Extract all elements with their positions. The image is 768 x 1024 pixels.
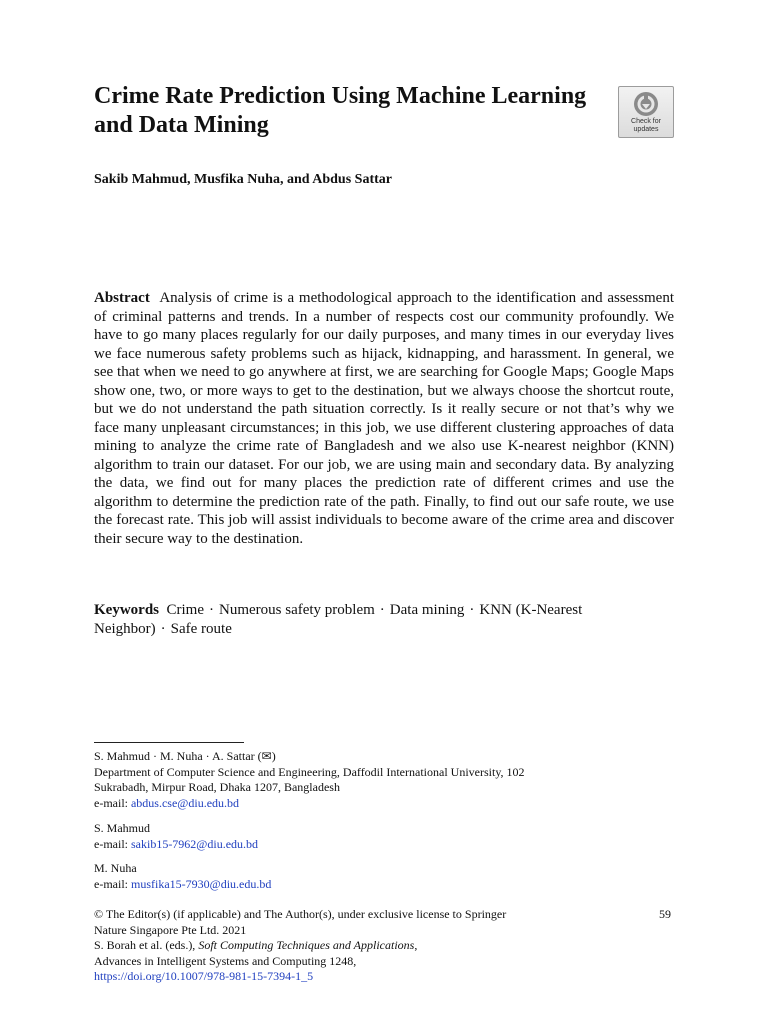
copyright-block xyxy=(94,907,634,985)
corresponding-email-link[interactable]: abdus.cse@diu.edu.bd xyxy=(130,795,240,810)
citation-prefix: S. Borah et al. (eds.), xyxy=(94,938,199,952)
author-2-email-line xyxy=(94,877,674,893)
book-title: Soft Computing Techniques and Applications xyxy=(198,938,415,952)
abstract xyxy=(94,289,674,548)
author-2-name: M. Nuha xyxy=(94,861,137,875)
keywords-label: Keywords xyxy=(94,602,159,618)
series-line: Advances in Intelligent Systems and Computing 1248, xyxy=(94,953,357,968)
affiliation-dept-line-2: Sukrabadh, Mirpur Road, Dhaka 1207, Bangladesh xyxy=(94,780,340,794)
citation-suffix: , xyxy=(414,938,418,952)
keyword-separator: · xyxy=(160,621,166,637)
copyright-line-2: Nature Singapore Pte Ltd. 2021 xyxy=(94,922,247,937)
doi-link[interactable]: https://doi.org/10.1007/978-981-15-7394-1_5 xyxy=(94,969,314,983)
keyword-item: Data mining xyxy=(389,602,465,618)
badge-line-2: updates xyxy=(633,126,659,133)
email-prefix: e-mail: xyxy=(94,876,131,891)
check-for-updates-icon xyxy=(633,91,659,117)
keyword-separator: · xyxy=(469,602,475,618)
affiliation-names: S. Mahmud · M. Nuha · A. Sattar (✉) xyxy=(94,749,276,763)
author-1-email-link[interactable]: sakib15-7962@diu.edu.bd xyxy=(130,836,259,851)
keywords xyxy=(94,601,674,639)
email-prefix: e-mail: xyxy=(94,795,131,810)
page-number: 59 xyxy=(659,907,671,921)
abstract-label: Abstract xyxy=(94,290,150,306)
copyright-line-1: © The Editor(s) (if applicable) and The Author(s), under exclusive license to Springer xyxy=(94,907,507,921)
author-list: Sakib Mahmud, Musfika Nuha, and Abdus Sattar xyxy=(94,172,392,187)
check-for-updates-badge[interactable] xyxy=(618,86,674,138)
keyword-item: Safe route xyxy=(170,621,232,637)
author-2-block xyxy=(94,861,674,892)
keyword-item: Crime xyxy=(166,602,204,618)
citation-line xyxy=(94,938,634,954)
email-prefix: e-mail: xyxy=(94,836,131,851)
keyword-item: KNN (K-Nearest Neighbor) xyxy=(94,602,583,637)
keyword-separator: · xyxy=(379,602,385,618)
author-1-name: S. Mahmud xyxy=(94,821,151,835)
author-2-email-link[interactable]: musfika15-7930@diu.edu.bd xyxy=(130,876,272,891)
author-1-email-line xyxy=(94,837,674,853)
footnote-divider xyxy=(94,742,244,743)
author-1-block xyxy=(94,821,674,852)
paper-title: Crime Rate Prediction Using Machine Learning and Data Mining xyxy=(94,83,587,138)
affiliation-dept-line-1: Department of Computer Science and Engineering, Daffodil International University, 102 xyxy=(94,764,525,779)
abstract-text: Analysis of crime is a methodological approach to the identification and assessment of criminal patterns and trends. In a number of respects cost our community profoundly. We have to go many places regularly for our daily purposes, and many times in our everyday lives we face numerous safety problems such as hijack, kidnapping, and harassment. In general, we see that when we need to go anywhere at first, we are searching for Google Maps; Google Maps show one, two, or more ways to get to the destination, but we always choose the shortcut route, but we do not understand the path situation correctly. Is it really secure or not that’s why we face many unpleasant circumstances; in this job, we use different clustering approaches of data mining to analyze the crime rate of Bangladesh and we also use K-nearest neighbor (KNN) algorithm to train our dataset. For our job, we are using main and secondary data. By analyzing the data, we find out for many places the prediction rate of different crimes and use the algorithm to determine the prediction rate of the path. Finally, to find out our safe route, we use the forecast rate. This job will assist individuals to become aware of the crime area and discover their secure way to the destination. xyxy=(94,290,674,547)
keyword-separator: · xyxy=(209,602,214,618)
affiliation-block xyxy=(94,749,674,811)
badge-line-1: Check for xyxy=(631,118,661,125)
affiliation-email-line xyxy=(94,796,674,812)
keyword-item: Numerous safety problem xyxy=(219,602,375,618)
